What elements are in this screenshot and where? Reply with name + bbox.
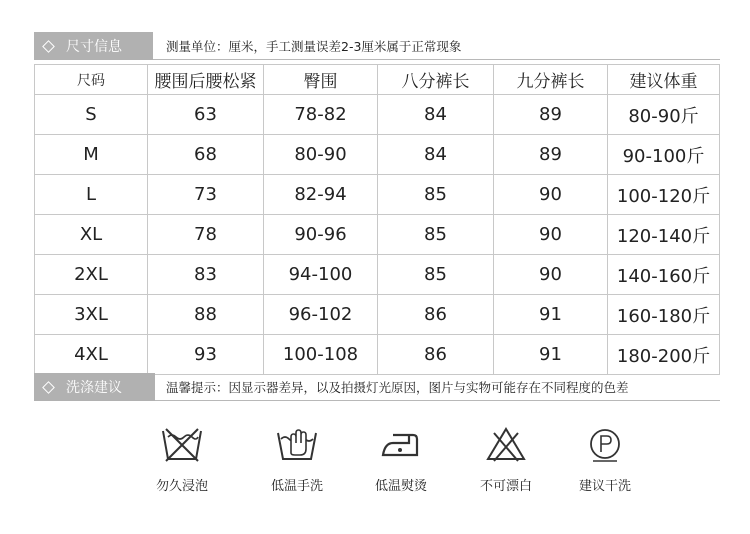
cell-size: S	[35, 95, 148, 135]
cell-cropped-length: 85	[378, 255, 494, 295]
no-soak-icon	[160, 425, 204, 463]
cell-cropped-length: 85	[378, 175, 494, 215]
header-cropped-length: 八分裤长	[378, 65, 494, 95]
dry-clean-icon	[583, 425, 627, 463]
care-item-no-soak	[137, 425, 227, 494]
header-ankle-length: 九分裤长	[494, 65, 608, 95]
cell-size: 4XL	[35, 335, 148, 375]
header-weight: 建议体重	[608, 65, 720, 95]
header-hip: 臀围	[264, 65, 378, 95]
cell-ankle-length: 89	[494, 135, 608, 175]
cell-waist: 78	[148, 215, 264, 255]
care-item-dry-clean	[560, 425, 650, 494]
no-bleach-icon	[484, 425, 528, 463]
cell-weight: 100-120斤	[608, 175, 720, 215]
size-info-tab	[34, 32, 153, 60]
care-label: 不可漂白	[479, 479, 532, 494]
cell-weight: 90-100斤	[608, 135, 720, 175]
cell-hip: 78-82	[264, 95, 378, 135]
size-info-title: 尺寸信息	[66, 39, 122, 55]
cell-size: L	[35, 175, 148, 215]
cell-waist: 63	[148, 95, 264, 135]
cell-ankle-length: 91	[494, 335, 608, 375]
cell-weight: 180-200斤	[608, 335, 720, 375]
table-row	[35, 135, 720, 175]
wash-advice-tab	[34, 373, 155, 401]
care-label: 低温熨烫	[374, 479, 427, 494]
cell-weight: 120-140斤	[608, 215, 720, 255]
cell-ankle-length: 90	[494, 175, 608, 215]
cell-cropped-length: 84	[378, 95, 494, 135]
cell-hip: 90-96	[264, 215, 378, 255]
cell-ankle-length: 89	[494, 95, 608, 135]
cell-size: 3XL	[35, 295, 148, 335]
table-row	[35, 335, 720, 375]
cell-hip: 96-102	[264, 295, 378, 335]
cell-ankle-length: 90	[494, 255, 608, 295]
table-row	[35, 175, 720, 215]
care-item-hand-wash	[252, 425, 342, 494]
care-instructions	[0, 425, 750, 495]
size-info-note: 测量单位：厘米，手工测量误差2-3厘米属于正常现象	[166, 39, 462, 54]
cell-weight: 160-180斤	[608, 295, 720, 335]
cell-waist: 83	[148, 255, 264, 295]
diamond-icon	[42, 381, 55, 394]
cell-cropped-length: 85	[378, 215, 494, 255]
table-header-row	[35, 65, 720, 95]
cell-ankle-length: 91	[494, 295, 608, 335]
cell-size: 2XL	[35, 255, 148, 295]
wash-advice-header	[34, 373, 720, 401]
cell-weight: 80-90斤	[608, 95, 720, 135]
cell-cropped-length: 86	[378, 335, 494, 375]
care-label: 建议干洗	[578, 479, 631, 494]
cell-ankle-length: 90	[494, 215, 608, 255]
care-item-low-iron	[356, 425, 446, 494]
table-row	[35, 295, 720, 335]
header-waist: 腰围后腰松紧	[148, 65, 264, 95]
care-item-no-bleach	[461, 425, 551, 494]
cell-hip: 80-90	[264, 135, 378, 175]
header-size: 尺码	[35, 65, 148, 95]
cell-cropped-length: 86	[378, 295, 494, 335]
cell-waist: 88	[148, 295, 264, 335]
hand-wash-icon	[275, 425, 319, 463]
table-row	[35, 215, 720, 255]
care-label: 低温手洗	[270, 479, 323, 494]
size-info-header	[34, 32, 720, 60]
care-label: 勿久浸泡	[155, 479, 208, 494]
size-table	[34, 64, 720, 375]
wash-advice-note: 温馨提示：因显示器差异，以及拍摄灯光原因，图片与实物可能存在不同程度的色差	[166, 380, 629, 395]
cell-size: XL	[35, 215, 148, 255]
cell-hip: 82-94	[264, 175, 378, 215]
cell-waist: 68	[148, 135, 264, 175]
wash-advice-title: 洗涤建议	[66, 380, 122, 396]
diamond-icon	[42, 40, 55, 53]
cell-waist: 73	[148, 175, 264, 215]
cell-weight: 140-160斤	[608, 255, 720, 295]
cell-waist: 93	[148, 335, 264, 375]
low-iron-icon	[379, 425, 423, 463]
table-row	[35, 95, 720, 135]
cell-hip: 100-108	[264, 335, 378, 375]
cell-hip: 94-100	[264, 255, 378, 295]
cell-cropped-length: 84	[378, 135, 494, 175]
table-row	[35, 255, 720, 295]
cell-size: M	[35, 135, 148, 175]
